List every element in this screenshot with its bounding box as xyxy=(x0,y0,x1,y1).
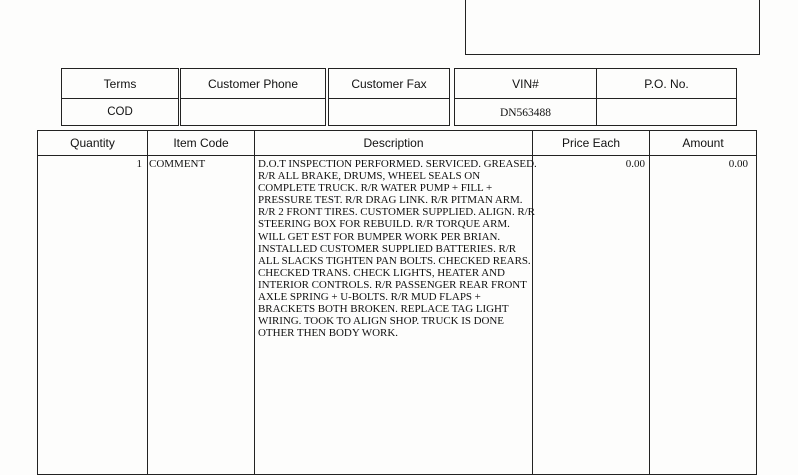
row-amount: 0.00 xyxy=(728,158,748,170)
customer-fax-label: Customer Fax xyxy=(351,77,427,91)
col-price-each: Price Each xyxy=(561,136,621,150)
customer-phone-label: Customer Phone xyxy=(207,77,299,91)
terms-label: Terms xyxy=(103,77,137,91)
terms-value: COD xyxy=(107,106,133,118)
vin-value: DN563488 xyxy=(499,107,552,119)
customer-phone-value xyxy=(181,99,325,127)
address-box xyxy=(465,0,760,55)
customer-fax-value xyxy=(329,99,449,127)
row-price-each: 0.00 xyxy=(625,158,645,170)
customer-phone-box xyxy=(180,68,326,126)
col-item-code: Item Code xyxy=(173,136,229,150)
customer-fax-box xyxy=(328,68,450,126)
vin-po-box xyxy=(454,68,737,126)
row-quantity: 1 xyxy=(136,158,142,170)
col-quantity: Quantity xyxy=(70,136,115,150)
col-description: Description xyxy=(363,136,424,150)
row-item-code: COMMENT xyxy=(149,158,206,170)
line-items-table xyxy=(37,130,757,475)
po-label: P.O. No. xyxy=(644,77,689,91)
po-value xyxy=(597,99,736,127)
terms-box xyxy=(61,68,179,126)
vin-label: VIN# xyxy=(512,77,539,91)
row-description: D.O.T INSPECTION PERFORMED. SERVICED. GREASED. R/R ALL BRAKE, DRUMS, WHEEL SEALS ON COMPLETE TRUCK. R/R WATER PUMP + FILL + PRESSURE TEST. R/R DRAG LINK. R/R PITMAN ARM. R/R 2 FRONT TIRES. CUSTOMER SUPPLIED. ALIGN. R/R STEERING BOX FOR REBUILD. R/R TORQUE ARM. WILL GET EST FOR BUMPER WORK PER BRIAN. INSTALLED CUSTOMER SUPPLIED BATTERIES. R/R ALL SLACKS TIGHTEN PAN BOLTS. CHECKED REARS. CHECKED TRANS. CHECK LIGHTS, HEATER AND INTERIOR CONTROLS. R/R PASSENGER REAR FRONT AXLE SPRING + U-BOLTS. R/R MUD FLAPS + BRACKETS BOTH BROKEN. REPLACE TAG LIGHT WIRING. TOOK TO ALIGN SHOP. TRUCK IS DONE OTHER THEN BODY WORK. xyxy=(258,158,537,340)
col-amount: Amount xyxy=(682,136,724,150)
